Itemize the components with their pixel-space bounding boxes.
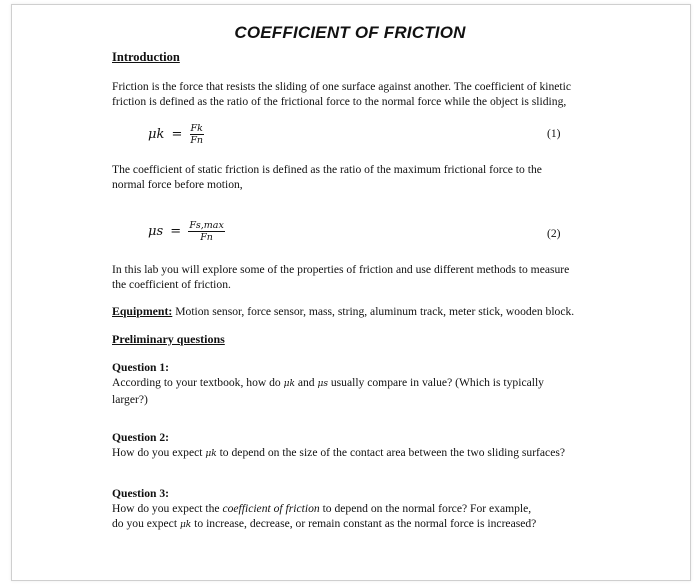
question-2 — [112, 430, 632, 462]
intro-paragraph-3-line-1: In this lab you will explore some of the properties of friction and use different methods to measure — [112, 263, 570, 276]
question-1-text-c: usually compare in value? (Which is typically — [327, 376, 544, 389]
equation-2-fraction — [188, 220, 225, 243]
equation-2-denominator: Fn — [200, 232, 213, 243]
equation-1-fraction — [190, 123, 204, 146]
page-title: COEFFICIENT OF FRICTION — [234, 23, 466, 42]
equation-kinetic — [148, 123, 204, 146]
intro-paragraph-1 — [112, 79, 612, 109]
question-3-line-2 — [112, 516, 612, 533]
intro-paragraph-2 — [112, 162, 612, 192]
question-3-emphasis: coefficient of friction — [222, 502, 320, 515]
question-3-text-b: to depend on the normal force? For example, — [319, 502, 532, 515]
mu-k-symbol: μk — [205, 449, 217, 459]
preliminary-questions-heading: Preliminary questions — [112, 332, 225, 346]
intro-paragraph-1-line-2: friction is defined as the ratio of the frictional force to the normal force while the object is sliding, — [112, 95, 567, 108]
intro-paragraph-1-line-1: Friction is the force that resists the sliding of one surface against another. The coefficient of kinetic — [112, 80, 571, 93]
mu-k-symbol: μk — [179, 520, 192, 530]
equation-1-lhs: μk — [148, 127, 165, 142]
question-3-label: Question 3: — [112, 487, 170, 500]
question-3-text-c: do you expect — [112, 517, 180, 530]
intro-paragraph-2-line-2: normal force before motion, — [112, 178, 243, 191]
equation-2-equals: = — [170, 224, 182, 239]
question-2-line-1 — [112, 445, 632, 462]
introduction-heading: Introduction — [112, 50, 180, 64]
equation-2-lhs: μs — [148, 224, 164, 239]
equipment-list: Motion sensor, force sensor, mass, string, aluminum track, meter stick, wooden block. — [172, 305, 575, 318]
intro-paragraph-3-line-2: the coefficient of friction. — [112, 278, 231, 291]
question-1-line-2: larger?) — [112, 393, 148, 406]
question-3-text-a: How do you expect the — [112, 502, 223, 515]
equation-1-equals: = — [171, 127, 183, 142]
question-2-text-a: How do you expect — [112, 446, 206, 459]
equation-1-denominator: Fn — [190, 135, 204, 146]
equation-1-number: (1) — [547, 127, 561, 140]
question-1-text-b: and — [294, 376, 318, 389]
question-2-text-b: to depend on the size of the contact area between the two sliding surfaces? — [216, 446, 566, 459]
intro-paragraph-3 — [112, 262, 612, 292]
equation-2-numerator: Fs,max — [189, 220, 224, 231]
question-3-line-1 — [112, 501, 612, 516]
question-1-line-1 — [112, 375, 612, 392]
question-1 — [112, 360, 612, 407]
equipment-line — [112, 304, 632, 319]
question-1-label: Question 1: — [112, 361, 170, 374]
equation-1-numerator: Fk — [190, 123, 203, 134]
mu-k-symbol: μk — [283, 379, 295, 389]
question-1-text-a: According to your textbook, how do — [112, 376, 284, 389]
intro-paragraph-2-line-1: The coefficient of static friction is defined as the ratio of the maximum frictional force to the — [112, 163, 542, 176]
question-3 — [112, 486, 612, 533]
equation-2-number: (2) — [547, 227, 561, 240]
equation-static — [148, 220, 225, 243]
equipment-label: Equipment: — [112, 304, 173, 318]
question-3-text-d: to increase, decrease, or remain constant as the normal force is increased? — [191, 517, 537, 530]
mu-s-symbol: μs — [317, 379, 328, 389]
question-2-label: Question 2: — [112, 431, 170, 444]
